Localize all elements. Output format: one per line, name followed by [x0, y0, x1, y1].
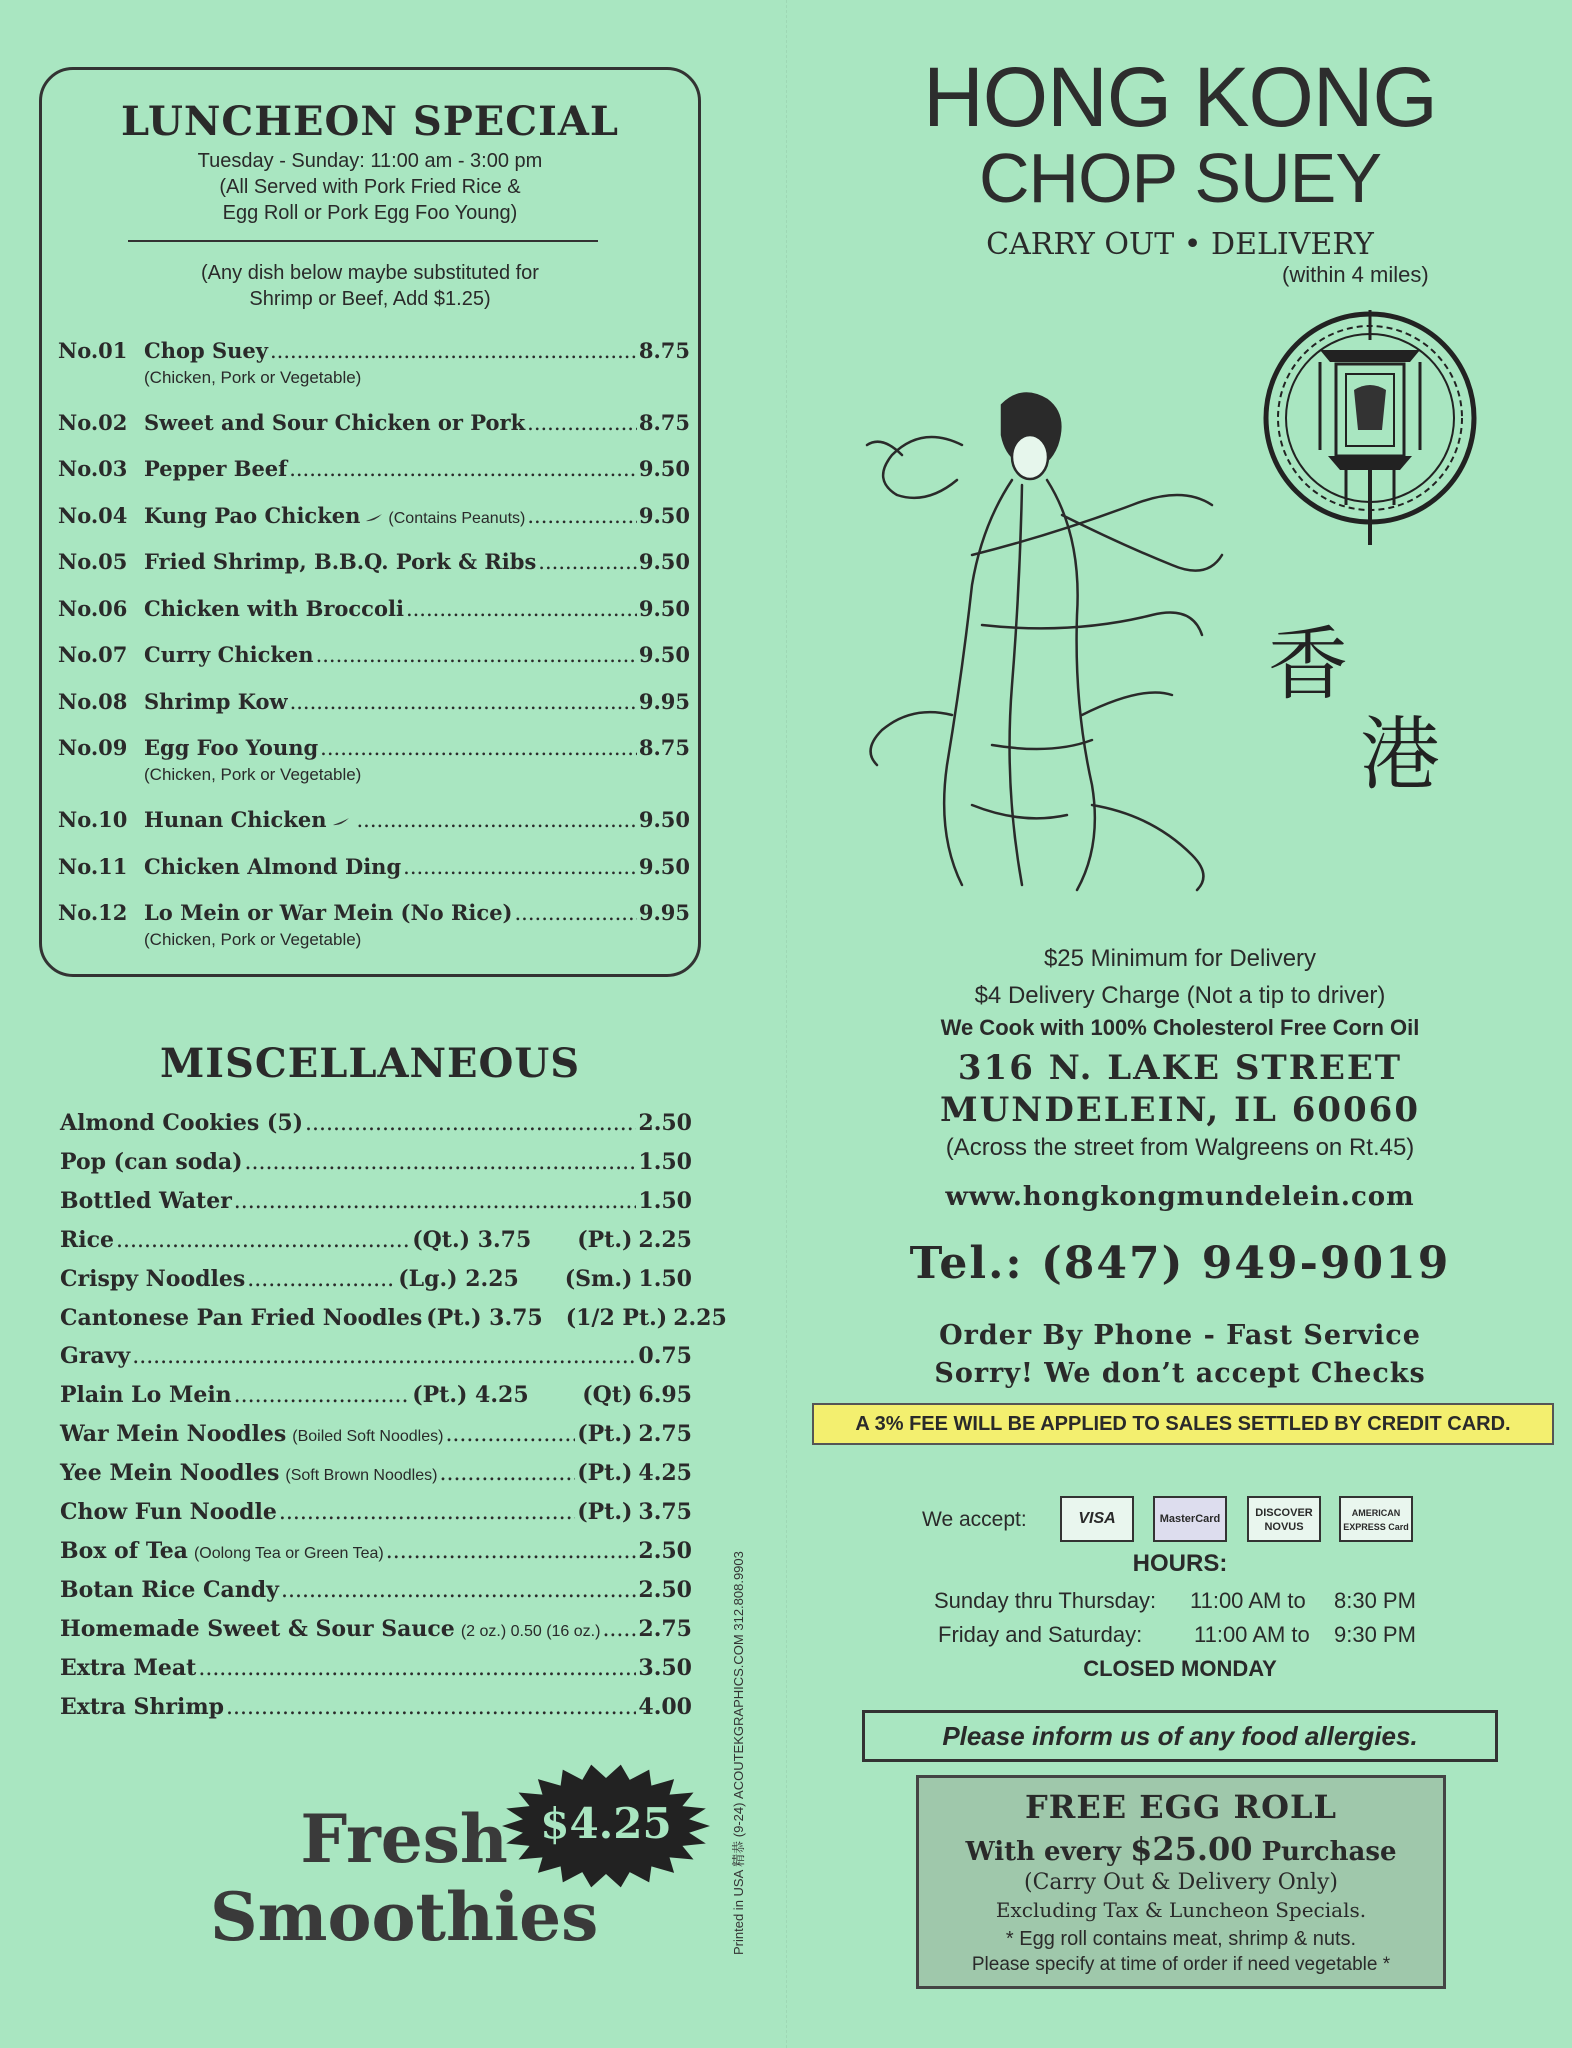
luncheon-served-line2: Egg Roll or Pork Egg Foo Young)	[222, 202, 518, 224]
item-name: Chicken with Broccoli	[144, 596, 404, 621]
item-name: Extra Meat	[60, 1655, 197, 1681]
item-price: 2.25	[638, 1227, 692, 1253]
misc-item	[60, 1694, 692, 1730]
item-name: Chow Fun Noodle	[60, 1499, 277, 1525]
item-number: No.08	[58, 689, 128, 714]
payment-label: We accept:	[922, 1508, 1027, 1531]
item-price: 9.50	[638, 854, 690, 879]
promo-scope: (Carry Out & Delivery Only)	[1024, 1870, 1338, 1895]
misc-item	[60, 1538, 692, 1574]
luncheon-item	[58, 854, 690, 888]
promo-amount: $25.00	[1130, 1830, 1253, 1868]
dot-leader	[270, 339, 637, 363]
promo-title: FREE EGG ROLL	[1025, 1788, 1337, 1826]
item-name: Lo Mein or War Mein (No Rice)	[144, 900, 513, 925]
luncheon-item	[58, 596, 690, 630]
dot-leader	[602, 1617, 636, 1642]
item-price: 9.50	[638, 807, 690, 832]
item-number: No.06	[58, 596, 128, 621]
dot-leader	[234, 1383, 411, 1408]
item-size-prices: (Lg.) 2.25 (Sm.)	[398, 1266, 633, 1292]
misc-item	[60, 1305, 727, 1341]
luncheon-substitute-line1: (Any dish below maybe substituted for	[201, 262, 539, 284]
item-price: 3.50	[638, 1655, 692, 1681]
dot-leader	[290, 690, 637, 714]
hours-days: Sunday thru Thursday:	[934, 1588, 1157, 1613]
luncheon-item	[58, 735, 690, 784]
hours-close: 9:30 PM	[1334, 1622, 1416, 1647]
page-fold	[786, 0, 787, 2048]
item-name: Box of Tea	[60, 1538, 188, 1564]
item-size-prices: (Pt.)	[577, 1421, 633, 1447]
dot-leader	[538, 550, 637, 574]
dot-leader	[132, 1344, 636, 1369]
item-size-prices: (Pt.) 3.75 (1/2 Pt.)	[426, 1305, 668, 1331]
item-name: Pepper Beef	[144, 456, 288, 481]
item-name: Fried Shrimp, B.B.Q. Pork & Ribs	[144, 549, 537, 574]
dot-leader	[305, 1111, 636, 1136]
promo-exclusion: Excluding Tax & Luncheon Specials.	[995, 1898, 1367, 1922]
item-price: 1.50	[638, 1188, 692, 1214]
item-number: No.03	[58, 456, 128, 481]
service-types: CARRY OUT • DELIVERY	[986, 227, 1374, 262]
misc-item	[60, 1616, 692, 1652]
item-name: Extra Shrimp	[60, 1694, 225, 1720]
smoothie-price: $4.25	[540, 1799, 672, 1848]
item-price: 8.75	[638, 338, 690, 363]
item-price: 6.95	[638, 1382, 692, 1408]
luncheon-item	[58, 642, 690, 676]
american-express-icon: AMERICAN EXPRESS Card	[1339, 1496, 1413, 1542]
item-name: Plain Lo Mein	[60, 1382, 232, 1408]
luncheon-item	[58, 410, 690, 444]
credit-card-fee-notice: A 3% FEE WILL BE APPLIED TO SALES SETTLED BY CREDIT CARD.	[812, 1403, 1554, 1445]
dot-leader	[320, 736, 637, 760]
no-checks-notice: Sorry! We don’t accept Checks	[934, 1358, 1426, 1389]
hours-title: HOURS:	[1132, 1550, 1228, 1577]
chinese-character-2: 港	[1360, 708, 1440, 801]
delivery-radius: (within 4 miles)	[1282, 262, 1429, 287]
vegetable-option-note: Please specify at time of order if need vegetable *	[971, 1954, 1391, 1975]
smoothies-line2: Smoothies	[210, 1878, 599, 1956]
hours-row	[934, 1588, 1454, 1618]
item-options: (Chicken, Pork or Vegetable)	[144, 765, 362, 784]
hours-open: 11:00 AM to	[1190, 1588, 1306, 1613]
hours-row	[938, 1622, 1458, 1652]
misc-item	[60, 1149, 692, 1185]
luncheon-item	[58, 900, 690, 949]
egg-roll-contents: * Egg roll contains meat, shrimp & nuts.	[1005, 1928, 1357, 1950]
smoothie-price-starburst	[500, 1762, 712, 1890]
item-number: No.11	[58, 854, 128, 879]
item-price: 2.50	[638, 1110, 692, 1136]
luncheon-item	[58, 689, 690, 723]
item-price: 9.50	[638, 596, 690, 621]
misc-item	[60, 1110, 692, 1146]
luncheon-item	[58, 503, 690, 537]
item-name: Chicken Almond Ding	[144, 854, 402, 879]
dot-leader	[527, 411, 637, 435]
item-number: No.04	[58, 503, 128, 528]
chili-pepper-icon	[365, 513, 383, 523]
misc-item	[60, 1421, 692, 1457]
dot-leader	[281, 1578, 636, 1603]
item-name: Pop (can soda)	[60, 1149, 243, 1175]
item-price: 1.50	[638, 1266, 692, 1292]
luncheon-special-box	[39, 67, 701, 977]
item-size-prices: (Pt.) 4.25 (Qt)	[412, 1382, 633, 1408]
item-number: No.05	[58, 549, 128, 574]
item-name: Sweet and Sour Chicken or Pork	[144, 410, 526, 435]
item-price: 3.75	[638, 1499, 692, 1525]
item-options: (Chicken, Pork or Vegetable)	[144, 368, 362, 387]
item-number: No.12	[58, 900, 128, 925]
dot-leader	[357, 808, 637, 832]
item-name: Chop Suey	[144, 338, 268, 363]
dot-leader	[226, 1695, 636, 1720]
hours-days: Friday and Saturday:	[938, 1622, 1143, 1647]
item-number: No.10	[58, 807, 128, 832]
misc-item	[60, 1577, 692, 1613]
item-price: 2.75	[638, 1421, 692, 1447]
item-name: Cantonese Pan Fried Noodles	[60, 1305, 423, 1331]
item-price: 9.50	[638, 456, 690, 481]
item-price: 1.50	[638, 1149, 692, 1175]
item-number: No.09	[58, 735, 128, 760]
item-size-prices: (Pt.)	[577, 1460, 633, 1486]
item-size-prices: (Pt.)	[577, 1499, 633, 1525]
misc-item	[60, 1266, 692, 1302]
delivery-minimum: $25 Minimum for Delivery	[1043, 945, 1317, 972]
printer-credit: Printed in USA 精恭 (9-24) ACOUTEKGRAPHICS.COM 312.808.9903	[731, 1551, 746, 1955]
promo-condition-prefix: With every	[965, 1837, 1131, 1867]
dot-leader	[279, 1500, 575, 1525]
visa-card-icon: VISA	[1060, 1496, 1134, 1542]
hours-close: 8:30 PM	[1334, 1588, 1416, 1613]
misc-item	[60, 1188, 692, 1224]
hours-open: 11:00 AM to	[1194, 1622, 1310, 1647]
item-number: No.02	[58, 410, 128, 435]
dot-leader	[515, 901, 637, 925]
item-note: (Soft Brown Noodles)	[285, 1467, 438, 1484]
item-name: Crispy Noodles	[60, 1266, 246, 1292]
misc-item	[60, 1382, 692, 1418]
allergy-notice: Please inform us of any food allergies.	[862, 1710, 1498, 1762]
luncheon-served-line1: (All Served with Pork Fried Rice &	[219, 176, 521, 198]
luncheon-substitute-line2: Shrimp or Beef, Add $1.25)	[249, 288, 491, 310]
dot-leader	[527, 504, 636, 528]
dot-leader	[116, 1228, 410, 1253]
item-note: (Contains Peanuts)	[388, 510, 526, 527]
item-price: 8.75	[638, 735, 690, 760]
address-city: MUNDELEIN, IL 60060	[940, 1090, 1420, 1130]
item-price: 9.50	[638, 549, 690, 574]
closed-day: CLOSED MONDAY	[1083, 1656, 1277, 1681]
dot-leader	[386, 1539, 637, 1564]
item-name: War Mein Noodles	[60, 1421, 287, 1447]
item-price: 4.25	[638, 1460, 692, 1486]
item-price: 8.75	[638, 410, 690, 435]
item-name: Bottled Water	[60, 1188, 232, 1214]
chili-pepper-icon	[332, 817, 350, 827]
item-name: Rice	[60, 1227, 115, 1253]
dot-leader	[406, 597, 637, 621]
dot-leader	[403, 855, 637, 879]
dot-leader	[439, 1461, 575, 1486]
item-name: Yee Mein Noodles	[60, 1460, 280, 1486]
address-landmark: (Across the street from Walgreens on Rt.45)	[945, 1134, 1415, 1161]
mastercard-icon: MasterCard	[1153, 1496, 1227, 1542]
misc-item	[60, 1499, 692, 1535]
item-name: Shrimp Kow	[144, 689, 288, 714]
dot-leader	[198, 1656, 636, 1681]
restaurant-name-line1: HONG KONG	[923, 50, 1437, 144]
dot-leader	[316, 643, 637, 667]
luncheon-item	[58, 338, 690, 387]
item-size-prices: (Qt.) 3.75 (Pt.)	[412, 1227, 633, 1253]
misc-item	[60, 1655, 692, 1691]
dot-leader	[289, 457, 637, 481]
item-price: 2.75	[638, 1616, 692, 1642]
promo-condition	[919, 1830, 1443, 1868]
luncheon-item	[58, 807, 690, 841]
luncheon-divider	[128, 240, 598, 242]
item-note: (2 oz.) 0.50 (16 oz.)	[460, 1623, 601, 1640]
item-name: Almond Cookies (5)	[60, 1110, 304, 1136]
smoothies-line1: Fresh	[300, 1800, 508, 1878]
dot-leader	[234, 1189, 637, 1214]
item-price: 9.50	[638, 503, 690, 528]
misc-item	[60, 1227, 692, 1263]
luncheon-time: Tuesday - Sunday: 11:00 am - 3:00 pm	[197, 150, 543, 172]
misc-item	[60, 1343, 692, 1379]
item-price: 9.95	[638, 689, 690, 714]
delivery-charge: $4 Delivery Charge (Not a tip to driver)	[974, 982, 1386, 1009]
restaurant-name-line2: CHOP SUEY	[978, 139, 1382, 217]
lantern-emblem-icon	[1250, 300, 1490, 550]
free-egg-roll-promo	[916, 1775, 1446, 1989]
misc-item	[60, 1460, 692, 1496]
discover-card-icon: DISCOVER NOVUS	[1247, 1496, 1321, 1542]
item-name: Gravy	[60, 1343, 131, 1369]
item-price: 9.95	[638, 900, 690, 925]
corn-oil-note: We Cook with 100% Cholesterol Free Corn Oil	[940, 1015, 1420, 1040]
item-price: 9.50	[638, 642, 690, 667]
chinese-character-1: 香	[1268, 618, 1348, 711]
item-price: 4.00	[638, 1694, 692, 1720]
item-price: 2.25	[673, 1305, 727, 1331]
item-name: Kung Pao Chicken	[144, 503, 361, 528]
item-number: No.07	[58, 642, 128, 667]
item-name: Hunan Chicken	[144, 807, 327, 832]
item-price: 0.75	[638, 1343, 692, 1369]
item-name: Egg Foo Young	[144, 735, 319, 760]
item-note: (Oolong Tea or Green Tea)	[193, 1545, 384, 1562]
luncheon-item	[58, 549, 690, 583]
address-street: 316 N. LAKE STREET	[957, 1048, 1403, 1088]
dot-leader	[445, 1422, 575, 1447]
item-name: Botan Rice Candy	[60, 1577, 279, 1603]
miscellaneous-title: MISCELLANEOUS	[160, 1040, 581, 1087]
item-number: No.01	[58, 338, 128, 363]
telephone-number[interactable]: Tel.: (847) 949-9019	[909, 1238, 1451, 1289]
order-by-phone: Order By Phone - Fast Service	[939, 1320, 1421, 1351]
item-note: (Boiled Soft Noodles)	[292, 1428, 444, 1445]
promo-condition-suffix: Purchase	[1252, 1837, 1397, 1867]
item-options: (Chicken, Pork or Vegetable)	[144, 930, 362, 949]
dot-leader	[245, 1150, 637, 1175]
website-link[interactable]: www.hongkongmundelein.com	[945, 1182, 1415, 1212]
item-price: 2.50	[638, 1577, 692, 1603]
item-name: Homemade Sweet & Sour Sauce	[60, 1616, 455, 1642]
luncheon-item	[58, 456, 690, 490]
chinese-lady-illustration	[852, 385, 1232, 905]
item-price: 2.50	[638, 1538, 692, 1564]
item-name: Curry Chicken	[144, 642, 314, 667]
luncheon-title: LUNCHEON SPECIAL	[121, 98, 619, 145]
dot-leader	[247, 1267, 396, 1292]
